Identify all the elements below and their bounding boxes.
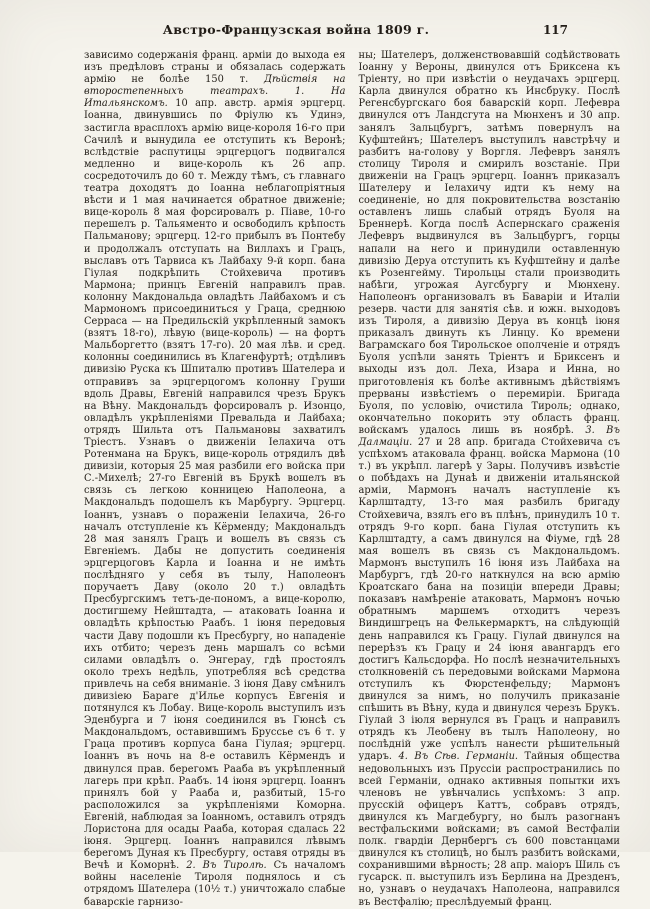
text-segment: 27 и 28 апр. бригада Стойхевича съ успѣхомъ атаковала франц. войска Мармона (10 т.) въ укрѣпл. лагерѣ у Зары. Получивъ извѣстіе о побѣдахъ на Дунаѣ и движеніи итальянской арміи, Мармонъ началъ наступленіе къ Карлштадту, 13-го мая разбилъ бригаду Стойхевича, взялъ его въ плѣнъ, принудилъ 10 т. отрядъ 9-го корп. бана Гіулая отступить къ Карлштадту, а самъ двинулся на Фіуме, гдѣ 28 мая вошелъ въ связь съ Макдональдомъ. Мармонъ выступилъ 16 іюня изъ Лайбаха на Марбургъ, гдѣ 20-го наткнулся на всю армію Кроатскаго бана на позиціи впереди Дравы; показавъ намѣреніе атаковать, Мармонъ ночью обратнымъ маршемъ отходитъ черезъ Виндишгрецъ на Фелькермарктъ, на слѣдующій день направился къ Грацу. Гіулай двинулся на перерѣзъ къ Грацу и 24 іюня авангардъ его достигъ Кальсдорфа. Но послѣ незначительныхъ столкновеній съ передовыми войсками Мармона отступилъ къ Фюрстенфельду; Мармонъ двинулся за нимъ, но получилъ приказаніе спѣшить въ Вѣну, куда и двинулся черезъ Брукъ. Гіулай 3 іюля вернулся въ Грацъ и направилъ отрядъ къ Леобену въ тылъ Наполеону, но послѣдній уже успѣлъ нанести рѣшительный ударъ. — [358, 437, 620, 763]
section-heading-tyrol: 2. Въ Тиролѣ. — [186, 860, 267, 872]
text-segment: Тайныя общества недовольныхъ изъ Пруссіи распространились по всей Германіи, однако активныя попытки ихъ членовъ не увѣнчались успѣхомъ: 3 апр. прусскій офицеръ Каттъ, собравъ отрядъ, двинулся къ Магдебургу, но былъ разогнанъ вестфальскими войсками; въ самой Вестфаліи полк. гвардіи Дернбергъ съ 600 повстанцами двинулся къ столицѣ, но былъ разбитъ войсками, сохранившими вѣрность; 28 апр. маіоръ Шиль съ гусарск. п. выступилъ изъ Берлина на Дрезденъ, но, узнавъ о неудачахъ Наполеона, направился въ Вестфалію; преслѣдуемый франц. — [358, 751, 620, 908]
page-header — [84, 22, 620, 46]
text-segment: ны; Шателеръ, долженствовавшій содѣйствовать Іоанну у Вероны, двинулся отъ Бриксена къ Тріенту, но при извѣстіи о неудачахъ эрцгерц. Карла двинулся обратно къ Инсбруку. Послѣ Регенсбургскаго боя баварскій корп. Лефевра двинулся отъ Ландсгута на Мюнхенъ и 30 апр. занялъ Зальцбургъ, затѣмъ повернулъ на Куфштейнъ; Шателеръ выступилъ навстрѣчу и разбитъ на-голову у Воргля. Лефевръ занялъ столицу Тироля и смирилъ возстаніе. При движеніи на Грацъ эрцгерц. Іоаннъ приказалъ Шателеру и Іелахичу идти къ нему на соединеніе, но для покровительства возстанію оставленъ лишь слабый отрядъ Буоля на Бреннерѣ. Когда послѣ Аспернскаго сраженія Лефевръ выдвинулся въ Зальцбургъ, горцы напали на него и принудили оставленную дивизію Деруа отступить къ Куфштейну и далѣе къ Розенгейму. Тирольцы стали производить набѣги, угрожая Аугсбургу и Мюнхену. Наполеонъ организовалъ въ Баваріи и Италіи резерв. части для занятія сѣв. и южн. выходовъ изъ Тироля, а дивизію Деруа въ концѣ іюня приказалъ двинуть къ Линцу. Ко времени Ваграмскаго боя Тирольское ополченіе и отрядъ Буоля успѣли занять Тріентъ и Бриксенъ и выходы изъ дол. Леха, Изара и Инна, но приготовленія къ болѣе активнымъ дѣйствіямъ прерваны извѣстіемъ о перемиріи. Бригада Буоля, по условію, очистила Тироль; однако, окончательно покорить эту область франц. войскамъ удалось лишь въ ноябрѣ. — [358, 50, 620, 436]
running-title: Австро-Французская война 1809 г. — [162, 22, 430, 37]
left-column — [84, 50, 346, 909]
right-column — [359, 50, 621, 909]
section-heading-dalmatia: 3. Въ Далмаціи. — [358, 424, 620, 448]
text-segment: Съ началомъ войны населеніе Тироля поднялось и съ отрядомъ Шателера (10½ т.) уничтожало слабые баварскіе гарнизо- — [84, 860, 346, 908]
text-segment: зависимо содержанія франц. арміи до выхода ея изъ предѣловъ страны и обязалась содержать армію не болѣе 150 т. — [84, 50, 346, 86]
text-segment: 10 апр. австр. армія эрцгерц. Іоанна, двинувшись по Фріулю къ Удинэ, застигла врасплохъ армію вице-короля 16-го при Сачилѣ и вынудила ее отступить къ Веронѣ; вслѣдствіе распутицы эрцгерцогъ подвигался медленно и вице-король къ 26 апр. сосредоточилъ до 60 т. Между тѣмъ, съ главнаго театра доходятъ до Іоанна неблагопріятныя вѣсти и 1 мая начинается обратное движеніе; вице-король 8 мая форсировалъ р. Піаве, 10-го перешелъ р. Тальяменто и освободилъ крѣпость Пальманову; эрцгерц. 12-го прибылъ въ Понтебу и продолжалъ отступать на Виллахъ и Грацъ, выславъ отъ Тарвиса къ Лайбаху 9-й корп. бана Гіулая подкрѣпить Стойхевича противъ Мармона; принцъ Евгеній направилъ прав. колонну Макдональда овладѣть Лайбахомъ и съ Мармономъ присоединиться у Граца, среднюю Серраса — на Предильскій укрѣпленный замокъ (взятъ 18-го), лѣвую (вице-король) — на фортъ Мальборгетто (взятъ 17-го). 20 мая лѣв. и сред. колонны соединились въ Клагенфуртѣ; отдѣливъ дивизію Руска къ Шпиталю противъ Шателера и отправивъ за эрцгерцогомъ колонну Груши вдоль Дравы, Евгеній направился чрезъ Брукъ на Вѣну. Макдональдъ форсировалъ р. Изонцо, овладѣлъ укрѣпленіями Превальда и Лайбаха; отрядъ Шильта отъ Пальмановы захватилъ Тріестъ. Узнавъ о движеніи Іелахича отъ Ротенмана на Брукъ, вице-король отрядилъ двѣ дивизіи, которыя 25 мая разбили его войска при С.-Михелѣ; 27-го Евгеній въ Брукѣ вошелъ въ связь съ легкою конницею Наполеона, а Макдональдъ подошелъ къ Марбургу. Эрцгерц. Іоаннъ, узнавъ о пораженіи Іелахича, 26-го началъ отступленіе къ Кёрменду; Макдональдъ 28 мая занялъ Грацъ и вошелъ въ связь съ Евгеніемъ. Дабы не допустить соединенія эрцгерцоговъ Карла и Іоанна и не имѣть послѣдняго у себя въ тылу, Наполеонъ поручаетъ Даву (около 20 т.) овладѣть Пресбургскимъ тетъ-де-пономъ, а вице-королю, достигшему Нейштадта, — атаковать Іоанна и овладѣть крѣпостью Раабъ. 1 іюня передовыя части Даву подошли къ Пресбургу, но нападеніе ихъ отбито; черезъ день маршалъ со всѣми силами овладѣлъ о. Энгерау, гдѣ простоялъ около трехъ недѣль, употребляя всѣ средства привлечь на себя вниманіе. 3 іюня Даву смѣнилъ дивизіею Бараге д'Илье корпусъ Евгенія и потянулся къ Лобау. Вице-король выступилъ изъ Эденбурга и 7 іюня соединился въ Гюнсѣ съ Макдональдомъ, оставившимъ Бруссье съ 6 т. у Граца противъ корпуса бана Гіулая; эрцгерц. Іоаннъ въ ночь на 8-е оставилъ Кёрмендъ и двинулся прав. берегомъ Рааба въ укрѣпленный лагерь при крѣп. Раабъ. 14 іюня эрцгерц. Іоаннъ принялъ бой у Рааба и, разбитый, 15-го расположился за укрѣпленіями Коморна. Евгеній, наблюдая за Іоанномъ, оставилъ отрядъ Лористона для осады Рааба, которая сдалась 22 іюня. Эрцгерц. Іоаннъ направился лѣвымъ берегомъ Дуная къ Пресбургу, оставя отряды въ Вечѣ и Коморнѣ. — [84, 98, 346, 872]
section-heading-secondary-theatres: Дѣйствія на второстепенныхъ театрахъ. 1. На Итальянскомъ. — [84, 74, 346, 110]
section-heading-north-germany: 4. Въ Сѣв. Германіи. — [398, 751, 519, 763]
text-columns — [84, 50, 620, 909]
page-number: 117 — [542, 23, 568, 37]
